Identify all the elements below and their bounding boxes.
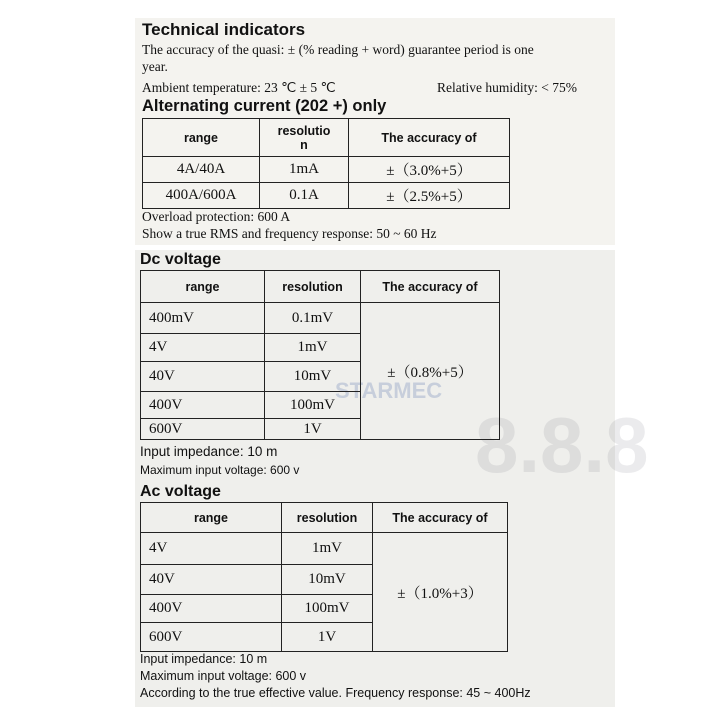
range-cell: 4V [141, 334, 265, 362]
accuracy-cell: ±（1.0%+3） [373, 533, 508, 652]
accuracy-cell: ±（0.8%+5） [361, 303, 500, 440]
dc-voltage-section [135, 250, 649, 489]
ac-voltage-table [140, 502, 508, 652]
dc-input-impedance: Input impedance: 10 m [140, 444, 278, 459]
range-cell: 600V [141, 419, 265, 440]
resolution-cell: 100mV [265, 392, 361, 419]
range-cell: 400mV [141, 303, 265, 334]
resolution-cell: 1V [282, 623, 373, 652]
resolution-header [260, 119, 349, 157]
table-row [141, 303, 500, 334]
resolution-header-line-1: resolutio [277, 123, 331, 138]
table-row [143, 183, 510, 209]
ambient-temperature: Ambient temperature: 23 ℃ ± 5 ℃ [142, 80, 336, 95]
ac-input-impedance: Input impedance: 10 m [140, 652, 268, 666]
resolution-header: resolution [265, 271, 361, 303]
range-cell: 40V [141, 362, 265, 392]
resolution-cell: 10mV [265, 362, 361, 392]
resolution-header-line-2: n [300, 137, 308, 152]
ac-current-table [142, 118, 510, 209]
resolution-cell: 1mV [282, 533, 373, 565]
resolution-cell: 10mV [282, 565, 373, 595]
accuracy-cell: ±（2.5%+5） [349, 183, 510, 209]
table-header-row [141, 503, 508, 533]
dc-max-input-voltage: Maximum input voltage: 600 v [140, 463, 300, 477]
range-cell: 400V [141, 595, 282, 623]
range-cell: 40V [141, 565, 282, 595]
accuracy-line-2: year. [142, 59, 168, 74]
table-header-row [141, 271, 500, 303]
table-header-row [143, 119, 510, 157]
range-header: range [143, 119, 260, 157]
range-header: range [141, 503, 282, 533]
ac-voltage-heading: Ac voltage [140, 483, 221, 500]
watermark-logo: STARMEC [335, 378, 443, 403]
accuracy-header: The accuracy of [373, 503, 508, 533]
resolution-cell: 0.1mV [265, 303, 361, 334]
technical-indicators-heading: Technical indicators [142, 20, 306, 39]
relative-humidity: Relative humidity: < 75% [437, 80, 577, 95]
accuracy-header: The accuracy of [361, 271, 500, 303]
ac-voltage-section [135, 483, 615, 707]
overload-protection: Overload protection: 600 A [142, 209, 291, 224]
table-row [143, 157, 510, 183]
resolution-cell: 1V [265, 419, 361, 440]
rms-frequency-response: Show a true RMS and frequency response: 50 ~ 60 Hz [142, 226, 437, 241]
accuracy-cell: ±（3.0%+5） [349, 157, 510, 183]
range-cell: 400A/600A [143, 183, 260, 209]
range-header: range [141, 271, 265, 303]
accuracy-header: The accuracy of [349, 119, 510, 157]
dc-voltage-table [140, 270, 500, 440]
resolution-cell: 0.1A [260, 183, 349, 209]
resolution-cell: 1mV [265, 334, 361, 362]
technical-indicators-section [135, 18, 615, 245]
range-cell: 4V [141, 533, 282, 565]
background-display-digits: 8.8.8 [475, 401, 649, 489]
range-cell: 400V [141, 392, 265, 419]
ac-max-input-voltage: Maximum input voltage: 600 v [140, 669, 307, 683]
range-cell: 4A/40A [143, 157, 260, 183]
ac-frequency-response: According to the true effective value. Frequency response: 45 ~ 400Hz [140, 686, 531, 700]
resolution-cell: 100mV [282, 595, 373, 623]
table-row [141, 533, 508, 565]
resolution-header: resolution [282, 503, 373, 533]
accuracy-line-1: The accuracy of the quasi: ± (% reading + word) guarantee period is one [142, 42, 534, 57]
ac-current-heading: Alternating current (202 +) only [142, 97, 387, 115]
range-cell: 600V [141, 623, 282, 652]
resolution-cell: 1mA [260, 157, 349, 183]
dc-voltage-heading: Dc voltage [140, 251, 221, 268]
